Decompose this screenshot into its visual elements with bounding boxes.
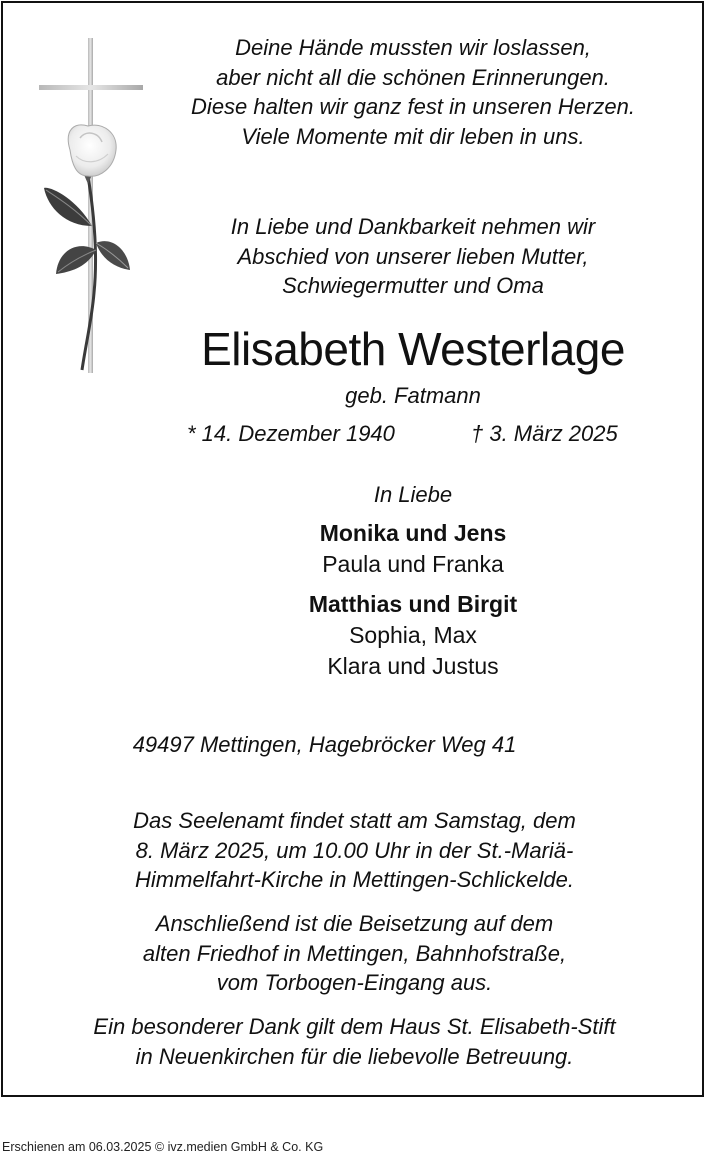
poem <box>118 33 708 151</box>
thanks-line: Ein besonderer Dank gilt dem Haus St. Elisabeth-Stift <box>93 1014 616 1039</box>
children-line: Paula und Franka <box>322 551 504 577</box>
service-line: 8. März 2025, um 10.00 Uhr in der St.-Mariä- <box>135 837 574 863</box>
service-info <box>0 806 709 895</box>
poem-line: Deine Hände mussten wir loslassen, <box>235 35 591 60</box>
deceased-name: Elisabeth Westerlage <box>201 323 625 375</box>
poem-line: Viele Momente mit dir leben in uns. <box>241 123 585 149</box>
family-children <box>118 620 708 682</box>
intro-line: In Liebe und Dankbarkeit nehmen wir <box>230 214 596 239</box>
burial-line: alten Friedhof in Mettingen, Bahnhofstraße, <box>142 940 567 966</box>
family-name: Matthias und Birgit <box>308 591 518 617</box>
poem-line: Diese halten wir ganz fest in unseren Herzen. <box>191 94 635 119</box>
service-line: Himmelfahrt-Kirche in Mettingen-Schlickelde. <box>135 867 574 892</box>
family-children <box>118 549 708 580</box>
family-name: Monika und Jens <box>319 520 507 546</box>
service-line: Das Seelenamt findet statt am Samstag, dem <box>133 808 576 833</box>
address <box>0 732 709 758</box>
farewell-intro <box>118 212 708 301</box>
address-text: 49497 Mettingen, Hagebröcker Weg 41 <box>132 732 517 757</box>
burial-line: vom Torbogen-Eingang aus. <box>216 970 493 995</box>
burial-info <box>0 909 709 998</box>
maiden-name: geb. Fatmann <box>345 383 481 408</box>
intro-line: Abschied von unserer lieben Mutter, <box>237 243 589 269</box>
death-date: † 3. März 2025 <box>471 421 618 446</box>
burial-line: Anschließend ist die Beisetzung auf dem <box>155 911 554 936</box>
birth-date: * 14. Dezember 1940 <box>187 421 395 446</box>
thanks-note <box>0 1012 709 1071</box>
children-line: Klara und Justus <box>327 653 499 679</box>
publication-footer: Erschienen am 06.03.2025 © ivz.medien GmbH & Co. KG <box>2 1140 324 1154</box>
mourners-intro: In Liebe <box>373 482 453 507</box>
children-line: Sophia, Max <box>349 622 477 648</box>
intro-line: Schwiegermutter und Oma <box>282 273 544 298</box>
poem-line: aber nicht all die schönen Erinnerungen. <box>216 64 610 90</box>
thanks-line: in Neuenkirchen für die liebevolle Betreuung. <box>135 1043 574 1069</box>
